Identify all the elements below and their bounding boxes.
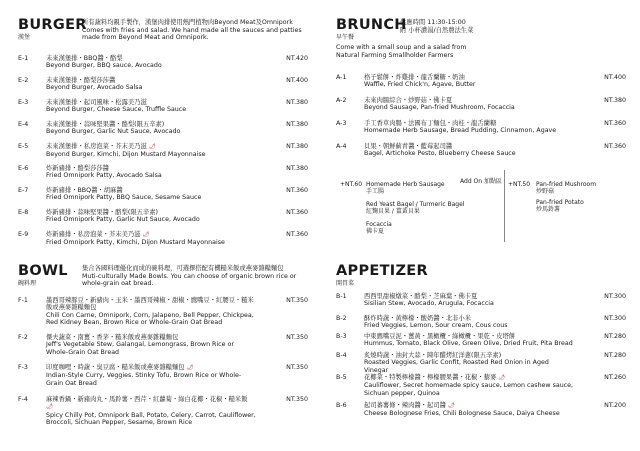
- addon-price-50: +NT.50: [508, 181, 531, 188]
- item-code: B-6: [336, 402, 347, 409]
- item-name-en: Beyond Burger, Garlic Nut Sauce, Avocado: [46, 128, 181, 136]
- bowl-desc-en-2: whole-grain oat bread.: [82, 280, 154, 288]
- item-price: NT.400: [286, 77, 308, 84]
- item-price: NT.280: [604, 333, 626, 340]
- item-code: B-4: [336, 352, 347, 359]
- item-code: E-4: [18, 121, 29, 128]
- addon-item-en: Pan-fried Potato: [536, 199, 584, 206]
- brunch-hours-note: 附 小杯濃湯/自然農法生菜: [400, 26, 474, 34]
- burger-desc-en-2: made from Beyond Meat and Omnipork.: [82, 34, 209, 42]
- chili-pepper-icon: 🌶: [498, 375, 506, 381]
- item-code: E-3: [18, 99, 29, 106]
- item-name-en: Fried Omnipork Patty, Avocado Salsa: [46, 172, 162, 180]
- item-code: F-1: [18, 297, 28, 304]
- item-name-zh: 墨西哥辣豚豆・新豬肉・玉米・墨西哥辣椒・甜椒・鷹嘴豆・紅腰豆・糙米飯或燕麥雜糧麵包: [46, 297, 254, 312]
- item-price: NT.360: [286, 231, 308, 238]
- burger-subtitle: 漢堡: [18, 34, 31, 41]
- item-price: NT.350: [286, 364, 308, 371]
- item-price: NT.350: [286, 396, 308, 403]
- item-name-en: Waffle, Fried Chick'n, Agave, Butter: [364, 81, 476, 89]
- brunch-hours: 供應時間 11:30-15:00: [400, 19, 466, 26]
- item-name-zh: 炸新豬排・私房泡菜・芥末美乃滋: [46, 231, 141, 238]
- item-code: E-6: [18, 165, 29, 172]
- item-name-zh: 花椰菜・特製檸檬醬・檸檬腰果醬・花椒・藜麥: [364, 374, 497, 381]
- item-name-zh: 酥炸時蔬・黃檸檬・酸奶醬・北非小米: [364, 315, 472, 322]
- item-name-zh: 未來漢堡排・私房泡菜・芥末美乃滋: [46, 143, 147, 150]
- appetizer-title: APPETIZER: [336, 263, 428, 279]
- item-name-en: Beyond Burger, Kimchi, Dijon Mustard Mayonnaise: [46, 151, 206, 159]
- addon-price-60: +NT.60: [340, 181, 363, 188]
- addon-item-en: Homemade Herb Sausage: [366, 181, 445, 188]
- item-price: NT.350: [286, 297, 308, 304]
- appetizer-subtitle: 開胃菜: [336, 280, 355, 287]
- item-name-zh: 起司蕃薯條・辣肉醬・起司醬: [364, 402, 446, 409]
- chili-pepper-icon: 🌶: [148, 144, 156, 150]
- item-code: B-5: [336, 374, 347, 381]
- appetizer-header: [336, 264, 428, 287]
- brunch-description: [336, 44, 467, 59]
- item-price: NT.360: [286, 209, 308, 216]
- item-name-zh: 手工香草肉腸・法國布丁麵包・肉桂・龍舌蘭糖: [364, 120, 497, 127]
- item-name-zh: 未來漢堡排・起司風味・松露美乃滋: [46, 99, 147, 106]
- brunch-desc-2: Natural Farming Smallholder Farmers: [336, 51, 454, 59]
- item-name-en: Fried Omnipork Patty, Garlic Nut Sauce, Avocado: [46, 216, 200, 224]
- item-price: NT.260: [604, 374, 626, 381]
- brunch-header: [336, 18, 473, 41]
- brunch-subtitle: 早午餐: [336, 34, 355, 41]
- item-price: NT.380: [286, 99, 308, 106]
- item-name-en: Jeff's Vegetable Stew, Galangal, Lemongrass, Brown Rice or Whole-Grain Oat Bread: [46, 341, 234, 356]
- item-name-en: Roasted Veggies, Garlic Confit, Roasted Red Onion in Aged Vinegar: [364, 359, 549, 374]
- item-name-zh: 格子鬆餅・炸雞排・龍舌蘭糖・奶油: [364, 74, 465, 81]
- item-price: NT.380: [286, 143, 308, 150]
- brunch-title: BRUNCH: [336, 17, 407, 33]
- item-name-en: Hummus, Tomato, Black Olive, Green Olive, Dried Fruit, Pita Bread: [364, 340, 573, 348]
- item-code: B-3: [336, 333, 347, 340]
- item-name-en: Homemade Herb Sausage, Bread Pudding, Cinnamon, Agave: [364, 127, 557, 135]
- item-name-en: Cauliflower, Secret homemade spicy sauce, Lemon cashew sauce, Sichuan pepper, Quinoa: [364, 382, 574, 397]
- addon-title: Add On 加點區: [460, 178, 502, 185]
- item-name-en: Beyond Burger, BBQ sauce, Avocado: [46, 62, 162, 70]
- item-code: A-4: [336, 143, 347, 150]
- addon-item-en: Red Yeast Bagel / Turmeric Bagel: [366, 201, 465, 208]
- item-code: E-2: [18, 77, 29, 84]
- chili-pepper-icon: 🌶: [447, 403, 455, 409]
- item-code: E-9: [18, 231, 29, 238]
- item-name-zh: 印度咖哩・時蔬・臭豆腐・糙米飯或燕麥雜糧麵包: [46, 364, 185, 371]
- item-price: NT.400: [604, 74, 626, 81]
- addon-item: [366, 221, 392, 235]
- item-name-en: Cheese Bolognese Fries, Chili Bolognese Sauce, Daiya Cheese: [364, 410, 560, 418]
- item-price: NT.200: [604, 402, 626, 409]
- addon-item-zh: 手工腸: [366, 188, 385, 195]
- item-name-zh: 未來肉腸綜合・炒野菇・佛卡夏: [364, 97, 453, 104]
- addon-item-en: Pan-fried Mushroom: [536, 181, 597, 188]
- addon-item-zh: 佛卡夏: [366, 228, 385, 235]
- item-name-en: Beyond Sausage, Pan-fried Mushroom, Focaccia: [364, 104, 515, 112]
- item-name-zh: 傑夫蔬菜・南薑・香茅・糙米飯或燕麥雜糧麵包: [46, 334, 179, 341]
- item-price: NT.420: [286, 55, 308, 62]
- item-name-zh: 西西里甜椒燉菜・酪梨・芝麻葉・佛卡夏: [364, 293, 478, 300]
- item-code: F-3: [18, 364, 28, 371]
- item-code: B-2: [336, 315, 347, 322]
- addon-item: [536, 199, 584, 213]
- item-code: A-2: [336, 97, 347, 104]
- bowl-desc-en-1: Muti-culturally Made Bowls. You can choose of organic brown rice or: [82, 272, 297, 280]
- item-name-en: Fried Omnipork Patty, BBQ Sauce, Sesame Sauce: [46, 194, 202, 202]
- item-price: NT.360: [604, 143, 626, 150]
- item-price: NT.350: [286, 334, 308, 341]
- addon-item: [366, 181, 445, 195]
- addon-item: [536, 181, 596, 195]
- burger-desc-en-1: Comes with fries and salad. We hand made all the sauces and patties: [82, 26, 302, 34]
- item-price: NT.300: [604, 315, 626, 322]
- addon-item-en: Focaccia: [366, 221, 392, 228]
- addon-item: [366, 201, 464, 215]
- addon-divider: [504, 170, 505, 242]
- chili-pepper-icon: 🌶: [186, 365, 194, 371]
- item-name-en: Indian-Style Curry, Veggies, Stinky Tofu, Brown Rice or Whole-Grain Oat Bread: [46, 372, 242, 387]
- item-name-en: Chili Con Carne, Omnipork, Corn, Jalapeno, Bell Pepper, Chickpea, Red Kidney Bean, Brown Rice or Whole-Grain Oat Bread: [46, 311, 254, 327]
- item-price: NT.380: [604, 97, 626, 104]
- item-name-en: Beyond Burger, Avocado Salsa: [46, 84, 143, 92]
- item-price: NT.280: [604, 352, 626, 359]
- item-code: F-4: [18, 396, 28, 403]
- item-name-en: Spicy Chilly Pot, Omnipork Ball, Potato, Celery, Carrot, Cauliflower, Broccoli, Sichuan Pepper, Sesame, Brown Rice: [46, 411, 256, 427]
- item-code: E-1: [18, 55, 29, 62]
- item-name-zh: 未來漢堡排・酪梨莎莎醬: [46, 77, 116, 84]
- item-price: NT.380: [286, 121, 308, 128]
- bowl-desc-zh: 集合各國料理優化而成的碗料理，可選擇搭配有機糙米飯或燕麥雜糧麵包: [82, 265, 284, 272]
- item-code: F-2: [18, 334, 28, 341]
- item-name-zh: 未來漢堡排・蒜味堅果醬・酪梨(限五辛素): [46, 121, 165, 128]
- item-code: B-1: [336, 293, 347, 300]
- brunch-desc-1: Come with a small soup and a salad from: [336, 44, 467, 51]
- burger-title: BURGER: [18, 17, 87, 33]
- addon-item-zh: 紅麴貝果 / 薑黃貝果: [366, 208, 420, 215]
- item-price: NT.360: [604, 120, 626, 127]
- item-name-zh: 炸新豬排・蒜味堅果醬・酪梨(限五辛素): [46, 209, 158, 216]
- chili-pepper-icon: 🌶: [142, 232, 150, 238]
- item-name-zh: 炸新豬排・酪梨莎莎醬: [46, 165, 109, 172]
- item-name-en: Beyond Burger, Cheese Sauce, Truffle Sauce: [46, 106, 187, 114]
- item-price: NT.360: [286, 187, 308, 194]
- burger-header: [18, 18, 302, 42]
- chili-pepper-icon: 🌶: [46, 404, 53, 411]
- item-code: E-5: [18, 143, 29, 150]
- bowl-subtitle: 碗料理: [18, 280, 37, 287]
- item-code: E-7: [18, 187, 29, 194]
- item-price: NT.380: [286, 165, 308, 172]
- item-name-zh: 中東鷹嘴豆泥・薑黃・黑橄欖・綠橄欖・果乾・皮塔餅: [364, 333, 516, 340]
- item-name-en: Fried Veggies, Lemon, Sour cream, Cous cous: [364, 322, 508, 330]
- item-name-zh: 麻辣香鍋・新豬肉丸・馬鈴薯・西芹・紅蘿蔔・綠白花椰・花椒・糙米飯: [46, 396, 248, 403]
- addon-item-zh: 炒野菇: [536, 188, 555, 195]
- bowl-header: [18, 264, 308, 288]
- item-name-zh: 未來漢堡排・BBQ醬・酪梨: [46, 55, 123, 62]
- item-code: A-1: [336, 74, 347, 81]
- bowl-title: BOWL: [18, 263, 68, 279]
- item-name-zh: 炙燒時蔬・油封大蒜・陳年醋烤紅洋蔥(限五辛素): [364, 352, 502, 359]
- item-code: A-3: [336, 120, 347, 127]
- item-price: NT.300: [604, 293, 626, 300]
- item-name-en: Fried Omnipork Patty, Kimchi, Dijon Mustard Mayonnaise: [46, 239, 225, 247]
- addon-item-zh: 炒馬鈴薯: [536, 206, 561, 213]
- item-name-en: Sisilian Stew, Avocado, Arugula, Focaccia: [364, 300, 494, 308]
- item-name-zh: 炸新豬排・BBQ醬・胡麻醬: [46, 187, 123, 194]
- burger-desc-zh: 所有蔬料均親手製作，漢堡肉排使用熱門植物肉Beyond Meat及Omnipork: [82, 19, 293, 26]
- item-name-en: Bagel, Artichoke Pesto, Blueberry Cheese Sauce: [364, 150, 516, 158]
- item-code: E-8: [18, 209, 29, 216]
- item-name-zh: 貝果・朝鮮薊青醬・藍莓起司醬: [364, 143, 453, 150]
